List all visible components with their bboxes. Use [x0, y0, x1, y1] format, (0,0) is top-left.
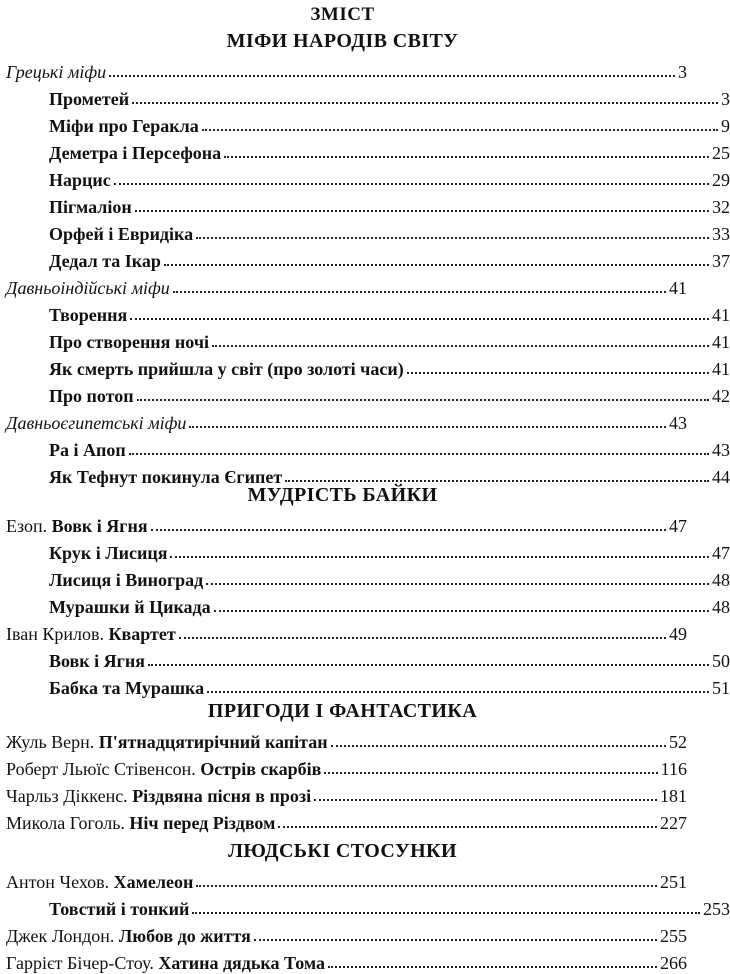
dot-leader — [285, 480, 709, 482]
entry-title: Давньоіндійські міфи — [6, 278, 170, 298]
toc-entry[interactable] — [0, 381, 730, 407]
toc-entry-text — [49, 196, 132, 218]
toc-entry[interactable] — [0, 57, 687, 83]
dot-leader — [109, 75, 675, 77]
toc-entry[interactable] — [0, 592, 730, 618]
toc-entry-text — [49, 677, 204, 699]
page-number: 37 — [712, 251, 730, 271]
dot-leader — [130, 318, 709, 320]
page-number: 49 — [669, 624, 687, 644]
page-number: 227 — [660, 813, 687, 833]
toc-entry-text — [49, 250, 161, 272]
entry-title: Крук і Лисиця — [49, 543, 168, 563]
dot-leader — [132, 102, 718, 104]
toc-entry-text — [6, 785, 311, 807]
entry-author: Жуль Верн. — [6, 732, 99, 752]
toc-entry[interactable] — [0, 619, 687, 645]
toc-entry[interactable] — [0, 867, 687, 893]
entry-author: Іван Крилов. — [6, 624, 109, 644]
entry-title: Грецькі міфи — [6, 62, 107, 82]
toc-entry[interactable] — [0, 727, 687, 753]
section-title: МІФИ НАРОДІВ СВІТУ — [226, 30, 459, 52]
entry-title: Хатина дядька Тома — [158, 953, 326, 973]
contents-heading: ЗМІСТ — [310, 4, 375, 25]
toc-entry-text — [6, 277, 170, 299]
toc-entry[interactable] — [0, 246, 730, 272]
entry-title: Пігмаліон — [49, 197, 132, 217]
section-title: ЛЮДСЬКІ СТОСУНКИ — [228, 840, 457, 862]
toc-entry[interactable] — [0, 646, 730, 672]
toc-entry-text — [49, 650, 145, 672]
entry-author: Езоп. — [6, 516, 52, 536]
page-number: 52 — [669, 732, 687, 752]
entry-title: Лисиця і Виноград — [49, 570, 204, 590]
page-number: 41 — [669, 278, 687, 298]
dot-leader — [170, 556, 709, 558]
toc-entry[interactable] — [0, 754, 687, 780]
entry-title: Прометей — [49, 89, 130, 109]
dot-leader — [173, 291, 666, 293]
toc-entry-text — [49, 115, 199, 137]
toc-entry[interactable] — [0, 354, 730, 380]
toc-entry-text — [49, 898, 189, 920]
entry-title: Нарцис — [49, 170, 111, 190]
dot-leader — [214, 610, 709, 612]
page-number: 41 — [712, 332, 730, 352]
page-number: 253 — [703, 899, 730, 919]
entry-title: Ніч перед Різдвом — [129, 813, 276, 833]
dot-leader — [328, 966, 657, 968]
toc-entry-text — [49, 331, 209, 353]
entry-title: Про створення ночі — [49, 332, 209, 352]
toc-entry-text — [49, 439, 126, 461]
page-number: 43 — [669, 413, 687, 433]
toc-entry-text — [6, 925, 251, 947]
dot-leader — [314, 799, 657, 801]
entry-author: Микола Гоголь. — [6, 813, 130, 833]
entry-author: Гаррієт Бічер-Стоу. — [6, 953, 159, 973]
page-number: 48 — [712, 570, 730, 590]
toc-entry[interactable] — [0, 921, 687, 947]
entry-title: Про потоп — [49, 386, 134, 406]
entry-title: Ра і Апоп — [49, 440, 126, 460]
page-number: 51 — [712, 678, 730, 698]
dot-leader — [196, 885, 657, 887]
dot-leader — [129, 453, 709, 455]
toc-entry-text — [6, 731, 328, 753]
entry-title: Дедал та Ікар — [49, 251, 161, 271]
page-number: 255 — [660, 926, 687, 946]
dot-leader — [212, 345, 709, 347]
toc-entry[interactable] — [0, 781, 687, 807]
toc-entry-text — [6, 515, 148, 537]
toc-entry[interactable] — [0, 408, 687, 434]
toc-entry[interactable] — [0, 565, 730, 591]
entry-title: Острів скарбів — [200, 759, 322, 779]
toc-entry-text — [6, 758, 321, 780]
entry-author: Чарльз Діккенс. — [6, 786, 133, 806]
dot-leader — [179, 637, 666, 639]
entry-title: Товстий і тонкий — [49, 899, 190, 919]
dot-leader — [164, 264, 709, 266]
page-number: 32 — [712, 197, 730, 217]
toc-entry-text — [49, 169, 111, 191]
dot-leader — [192, 912, 700, 914]
entry-title: Різдвяна пісня в прозі — [132, 786, 312, 806]
toc-entry[interactable] — [0, 219, 730, 245]
entry-title: Мурашки й Цикада — [49, 597, 211, 617]
toc-entry[interactable] — [0, 273, 687, 299]
toc-entry[interactable] — [0, 894, 730, 920]
toc-entry[interactable] — [0, 84, 730, 110]
toc-entry-text — [6, 61, 106, 83]
entry-title: Давньоєгипетські міфи — [6, 413, 187, 433]
dot-leader — [135, 210, 709, 212]
toc-entry-text — [6, 871, 193, 893]
toc-entry[interactable] — [0, 511, 687, 537]
dot-leader — [254, 939, 657, 941]
dot-leader — [331, 745, 666, 747]
page-number: 251 — [660, 872, 687, 892]
dot-leader — [324, 772, 657, 774]
page-number: 41 — [712, 359, 730, 379]
page-number: 47 — [712, 543, 730, 563]
entry-title: Як Тефнут покинула Єгипет — [49, 467, 283, 487]
dot-leader — [114, 183, 709, 185]
toc-entry[interactable] — [0, 138, 730, 164]
page-number: 42 — [712, 386, 730, 406]
toc-entry-text — [6, 412, 186, 434]
dot-leader — [207, 691, 709, 693]
toc-entry-text — [49, 596, 211, 618]
toc-entry-text — [49, 88, 129, 110]
page-number: 44 — [712, 467, 730, 487]
dot-leader — [202, 129, 718, 131]
entry-title: Орфей і Евридіка — [49, 224, 194, 244]
toc-entry-text — [6, 952, 325, 974]
toc-entry[interactable] — [0, 165, 730, 191]
dot-leader — [278, 826, 657, 828]
page-number: 25 — [712, 143, 730, 163]
toc-entry[interactable] — [0, 327, 730, 353]
toc-entry-text — [6, 812, 275, 834]
toc-entry[interactable] — [0, 435, 730, 461]
toc-entry-text — [49, 142, 221, 164]
page-number: 3 — [678, 62, 687, 82]
entry-title: Любов до життя — [118, 926, 251, 946]
page-number: 116 — [660, 759, 687, 779]
page-number: 9 — [721, 116, 730, 136]
toc-entry-text — [49, 304, 127, 326]
entry-author: Джек Лондон. — [6, 926, 119, 946]
dot-leader — [407, 372, 709, 374]
toc-entry-text — [49, 385, 134, 407]
dot-leader — [206, 583, 709, 585]
dot-leader — [151, 529, 666, 531]
page-number: 50 — [712, 651, 730, 671]
entry-author: Роберт Льюїс Стівенсон. — [6, 759, 201, 779]
toc-entry[interactable] — [0, 808, 687, 834]
dot-leader — [224, 156, 709, 158]
dot-leader — [196, 237, 709, 239]
toc-entry-text — [49, 358, 404, 380]
entry-title: Бабка та Мурашка — [49, 678, 205, 698]
page-number: 29 — [712, 170, 730, 190]
page-number: 47 — [669, 516, 687, 536]
entry-title: Хамелеон — [113, 872, 194, 892]
section-title: МУДРІСТЬ БАЙКИ — [247, 484, 438, 506]
dot-leader — [137, 399, 709, 401]
dot-leader — [148, 664, 709, 666]
page-number: 43 — [712, 440, 730, 460]
entry-author: Антон Чехов. — [6, 872, 114, 892]
toc-entry-text — [49, 569, 203, 591]
page-number: 41 — [712, 305, 730, 325]
entry-title: П'ятнадцятирічний капітан — [98, 732, 328, 752]
dot-leader — [189, 426, 666, 428]
toc-entry[interactable] — [0, 300, 730, 326]
page-number: 33 — [712, 224, 730, 244]
entry-title: Як смерть прийшла у світ (про золоті часи) — [49, 359, 404, 379]
entry-title: Вовк і Ягня — [49, 651, 145, 671]
page-number: 3 — [721, 89, 730, 109]
section-title: ПРИГОДИ І ФАНТАСТИКА — [207, 700, 478, 722]
toc-entry[interactable] — [0, 111, 730, 137]
entry-title: Вовк і Ягня — [51, 516, 148, 536]
entry-title: Квартет — [108, 624, 176, 644]
entry-title: Деметра і Персефона — [49, 143, 222, 163]
page-number: 266 — [660, 953, 687, 973]
entry-title: Міфи про Геракла — [49, 116, 199, 136]
toc-entry[interactable] — [0, 538, 730, 564]
toc-entry-text — [6, 623, 176, 645]
entry-title: Творення — [49, 305, 128, 325]
toc-entry[interactable] — [0, 673, 730, 699]
page-number: 48 — [712, 597, 730, 617]
toc-entry[interactable] — [0, 192, 730, 218]
toc-entry-text — [49, 542, 167, 564]
toc-entry[interactable] — [0, 948, 687, 974]
page-number: 181 — [660, 786, 687, 806]
toc-entry-text — [49, 223, 193, 245]
